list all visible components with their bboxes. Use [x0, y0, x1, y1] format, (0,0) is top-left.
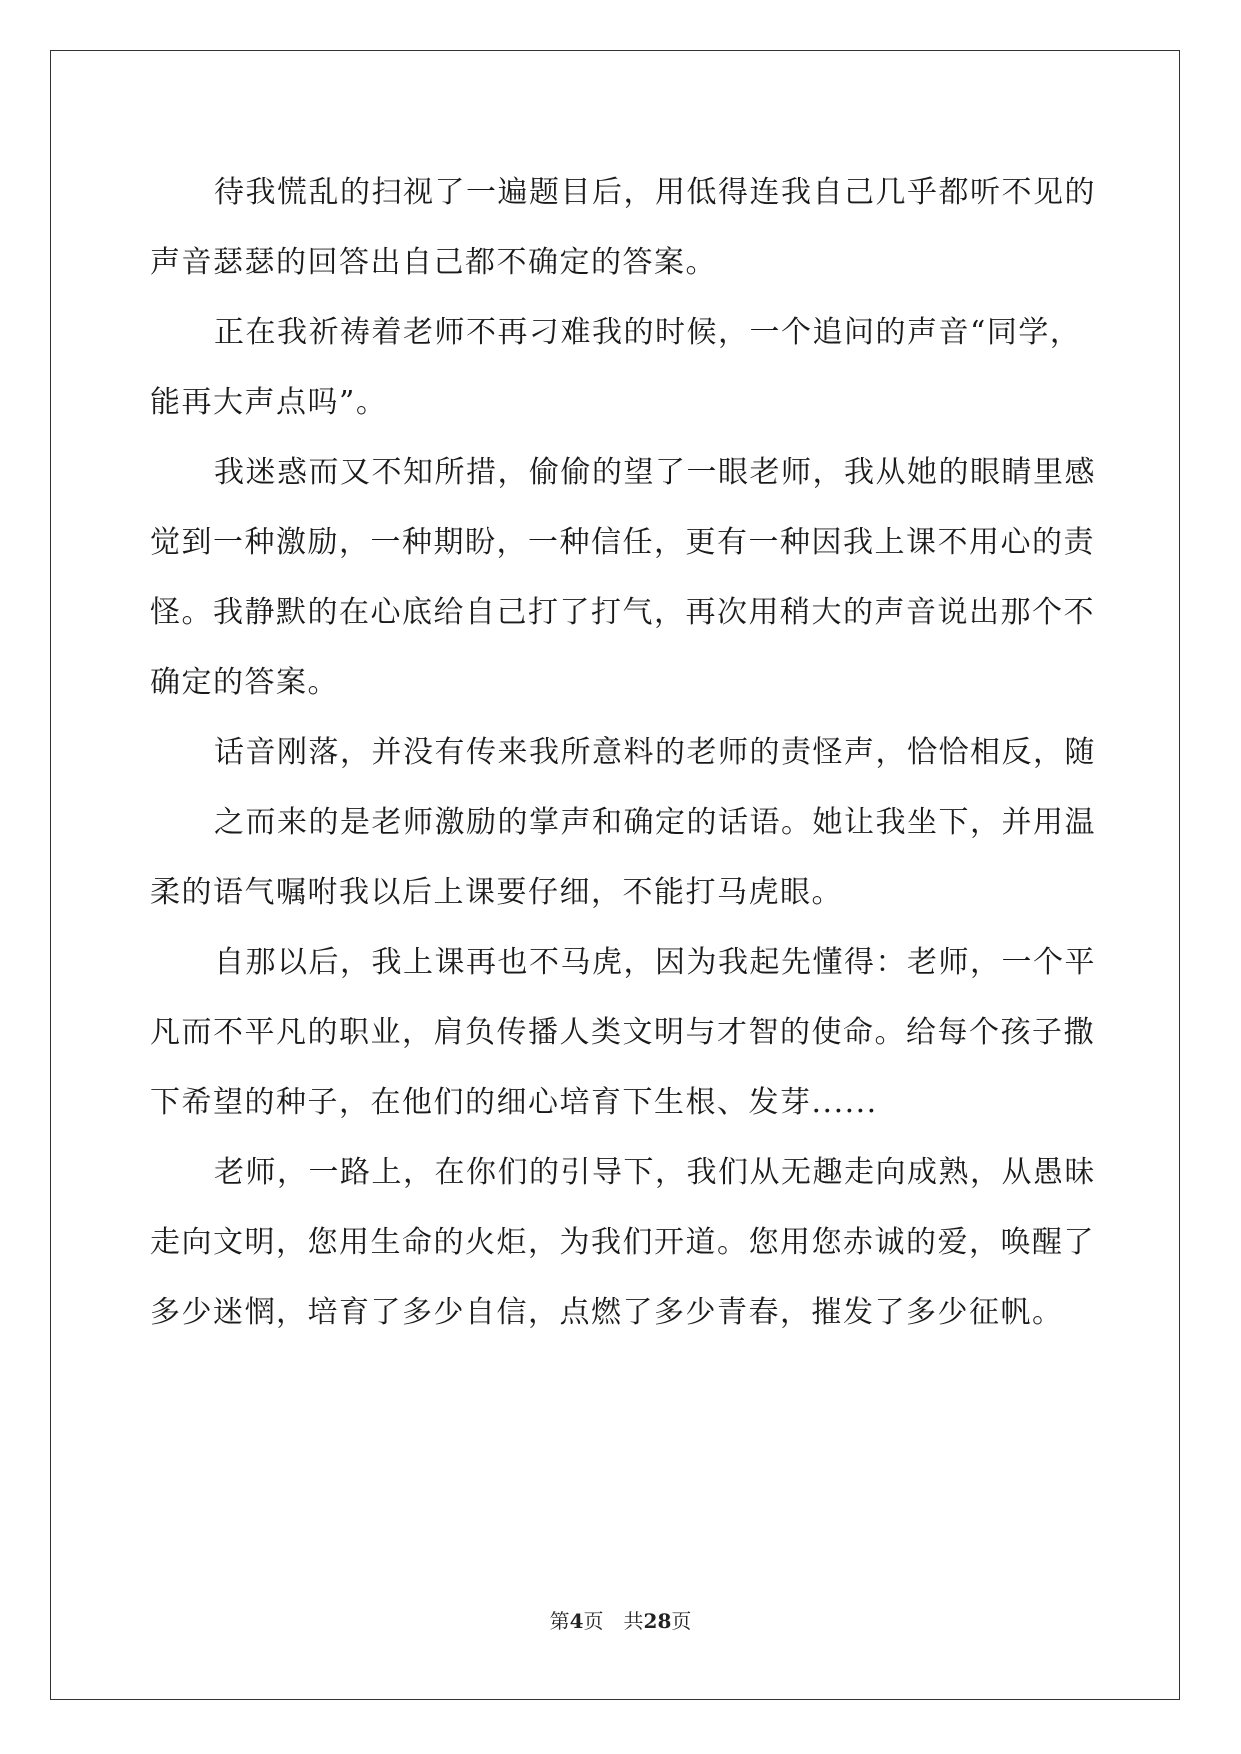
document-body — [150, 158, 1096, 1348]
text-line: 我迷惑而又不知所措，偷偷的望了一眼老师，我从她的眼睛里感 — [214, 455, 1096, 490]
text-line: 下希望的种子，在他们的细心培育下生根、发芽...... — [150, 1085, 878, 1120]
page-prefix: 第 — [549, 1609, 570, 1633]
text-line: 柔的语气嘱咐我以后上课要仔细，不能打马虎眼。 — [150, 875, 843, 910]
text-line: 走向文明，您用生命的火炬，为我们开道。您用您赤诚的爱，唤醒了 — [150, 1225, 1095, 1260]
text-line: 自那以后，我上课再也不马虎，因为我起先懂得：老师，一个平 — [214, 945, 1096, 980]
text-line: 话音刚落，并没有传来我所意料的老师的责怪声，恰恰相反，随 — [214, 735, 1096, 770]
text-line: 正在我祈祷着老师不再刁难我的时候，一个追问的声音“同学， — [214, 315, 1082, 350]
page-number: 4 — [569, 1609, 584, 1633]
page-footer — [0, 1605, 1241, 1634]
text-line: 多少迷惘，培育了多少自信，点燃了多少青春，摧发了多少征帆。 — [150, 1295, 1064, 1330]
text-line: 觉到一种激励，一种期盼，一种信任，更有一种因我上课不用心的责 — [150, 525, 1095, 560]
page-suffix: 页 — [583, 1609, 604, 1633]
text-line: 怪。我静默的在心底给自己打了打气，再次用稍大的声音说出那个不 — [150, 595, 1095, 630]
text-line: 老师，一路上，在你们的引导下，我们从无趣走向成熟，从愚昧 — [214, 1155, 1096, 1190]
text-line: 之而来的是老师激励的掌声和确定的话语。她让我坐下，并用温 — [214, 805, 1096, 840]
total-pages: 28 — [643, 1609, 672, 1633]
total-suffix: 页 — [671, 1609, 692, 1633]
text-line: 凡而不平凡的职业，肩负传播人类文明与才智的使命。给每个孩子撒 — [150, 1015, 1095, 1050]
text-line: 能再大声点吗”。 — [150, 385, 388, 420]
text-line: 确定的答案。 — [150, 665, 339, 700]
text-line: 声音瑟瑟的回答出自己都不确定的答案。 — [150, 245, 717, 280]
text-line: 待我慌乱的扫视了一遍题目后，用低得连我自己几乎都听不见的 — [214, 175, 1096, 210]
total-prefix: 共 — [623, 1609, 644, 1633]
